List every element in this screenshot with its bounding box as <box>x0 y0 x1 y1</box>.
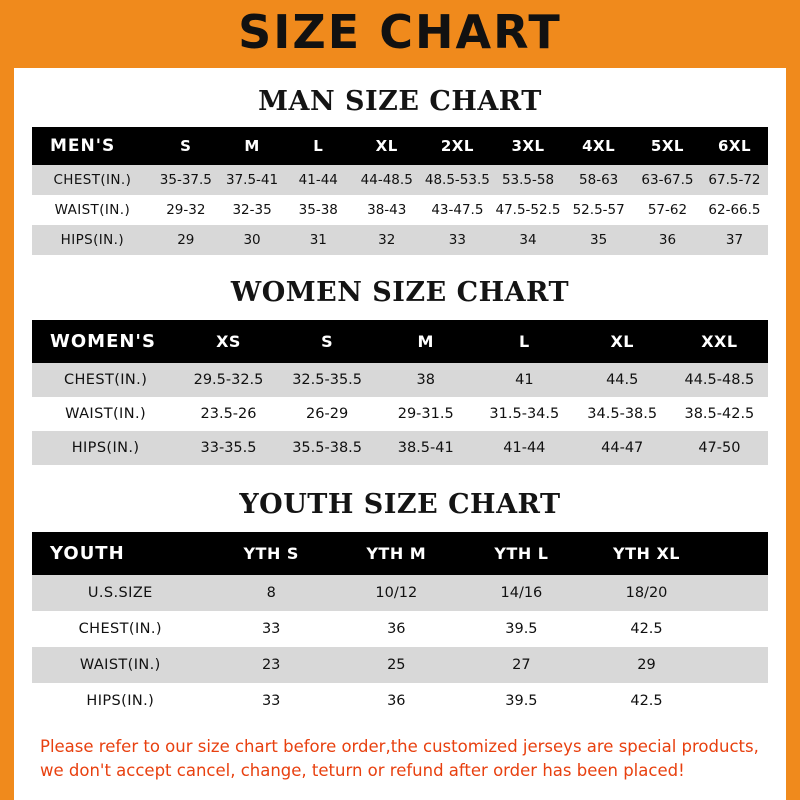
cell: 42.5 <box>584 611 709 647</box>
row-label: WAIST(IN.) <box>32 195 153 225</box>
table-header-row <box>32 532 768 575</box>
cell: 33 <box>209 683 334 719</box>
row-label: HIPS(IN.) <box>32 225 153 255</box>
table-row <box>32 165 768 195</box>
cell: 32 <box>351 225 422 255</box>
row-label: CHEST(IN.) <box>32 165 153 195</box>
row-label: U.S.SIZE <box>32 575 209 611</box>
column-header: YOUTH <box>32 532 209 575</box>
cell: 34.5-38.5 <box>574 397 671 431</box>
table-row <box>32 397 768 431</box>
cell: 58-63 <box>563 165 634 195</box>
cell: 8 <box>209 575 334 611</box>
cell: 44-47 <box>574 431 671 465</box>
cell: 52.5-57 <box>563 195 634 225</box>
column-header: MEN'S <box>32 127 153 165</box>
row-label: HIPS(IN.) <box>32 431 179 465</box>
row-label: HIPS(IN.) <box>32 683 209 719</box>
cell: 37.5-41 <box>219 165 285 195</box>
column-header: L <box>285 127 351 165</box>
column-header: YTH XL <box>584 532 709 575</box>
cell: 48.5-53.5 <box>422 165 493 195</box>
cell: 41 <box>475 363 574 397</box>
cell: 29 <box>153 225 219 255</box>
row-label: WAIST(IN.) <box>32 397 179 431</box>
banner <box>14 0 786 68</box>
table-header-row <box>32 127 768 165</box>
cell: 29-31.5 <box>376 397 475 431</box>
table-row <box>32 225 768 255</box>
cell: 35-37.5 <box>153 165 219 195</box>
cell: 39.5 <box>459 611 584 647</box>
cell: 37 <box>701 225 768 255</box>
table-row <box>32 647 768 683</box>
cell: 67.5-72 <box>701 165 768 195</box>
cell: 34 <box>493 225 564 255</box>
table-row <box>32 195 768 225</box>
footer-note-line-1: Please refer to our size chart before order,the customized jerseys are special products, <box>40 737 759 756</box>
youth-size-table <box>32 532 768 719</box>
cell: 32-35 <box>219 195 285 225</box>
cell: 39.5 <box>459 683 584 719</box>
footer-note <box>32 735 768 783</box>
column-header: XXL <box>671 320 768 363</box>
cell: 30 <box>219 225 285 255</box>
cell: 53.5-58 <box>493 165 564 195</box>
cell: 31 <box>285 225 351 255</box>
cell-spacer <box>709 647 768 683</box>
cell: 35 <box>563 225 634 255</box>
column-header: S <box>278 320 377 363</box>
column-header: S <box>153 127 219 165</box>
women-section-title: WOMEN SIZE CHART <box>230 277 570 308</box>
table-row <box>32 683 768 719</box>
cell: 42.5 <box>584 683 709 719</box>
cell: 47.5-52.5 <box>493 195 564 225</box>
column-header: WOMEN'S <box>32 320 179 363</box>
column-header: 6XL <box>701 127 768 165</box>
cell: 44.5-48.5 <box>671 363 768 397</box>
cell: 36 <box>634 225 701 255</box>
column-header: 5XL <box>634 127 701 165</box>
footer-note-line-2: we don't accept cancel, change, teturn or refund after order has been placed! <box>40 760 685 780</box>
cell: 23 <box>209 647 334 683</box>
column-header: YTH S <box>209 532 334 575</box>
man-section-title: MAN SIZE CHART <box>258 86 542 117</box>
cell: 32.5-35.5 <box>278 363 377 397</box>
column-header: 2XL <box>422 127 493 165</box>
column-header: 3XL <box>493 127 564 165</box>
cell: 33-35.5 <box>179 431 278 465</box>
column-header: M <box>376 320 475 363</box>
table-header-row <box>32 320 768 363</box>
cell: 36 <box>334 611 459 647</box>
column-header: 4XL <box>563 127 634 165</box>
cell: 33 <box>209 611 334 647</box>
cell: 38.5-41 <box>376 431 475 465</box>
cell: 10/12 <box>334 575 459 611</box>
cell: 27 <box>459 647 584 683</box>
man-size-table <box>32 127 768 255</box>
cell: 23.5-26 <box>179 397 278 431</box>
column-header: YTH M <box>334 532 459 575</box>
cell: 35-38 <box>285 195 351 225</box>
table-row <box>32 431 768 465</box>
cell: 26-29 <box>278 397 377 431</box>
content <box>14 86 786 783</box>
column-header: XL <box>574 320 671 363</box>
cell: 33 <box>422 225 493 255</box>
cell: 31.5-34.5 <box>475 397 574 431</box>
cell: 35.5-38.5 <box>278 431 377 465</box>
youth-section-title: YOUTH SIZE CHART <box>239 489 561 520</box>
cell: 47-50 <box>671 431 768 465</box>
cell-spacer <box>709 683 768 719</box>
column-header: YTH L <box>459 532 584 575</box>
cell: 38.5-42.5 <box>671 397 768 431</box>
women-size-table <box>32 320 768 465</box>
column-header-spacer <box>709 532 768 575</box>
cell-spacer <box>709 611 768 647</box>
cell: 43-47.5 <box>422 195 493 225</box>
row-label: CHEST(IN.) <box>32 363 179 397</box>
column-header: XL <box>351 127 422 165</box>
cell: 36 <box>334 683 459 719</box>
page-title: SIZE CHART <box>238 5 562 59</box>
cell: 18/20 <box>584 575 709 611</box>
cell: 38 <box>376 363 475 397</box>
column-header: XS <box>179 320 278 363</box>
column-header: L <box>475 320 574 363</box>
column-header: M <box>219 127 285 165</box>
cell: 57-62 <box>634 195 701 225</box>
cell: 41-44 <box>475 431 574 465</box>
cell: 44-48.5 <box>351 165 422 195</box>
cell: 38-43 <box>351 195 422 225</box>
cell: 63-67.5 <box>634 165 701 195</box>
cell: 62-66.5 <box>701 195 768 225</box>
cell: 44.5 <box>574 363 671 397</box>
cell: 14/16 <box>459 575 584 611</box>
cell-spacer <box>709 575 768 611</box>
table-row <box>32 611 768 647</box>
cell: 29-32 <box>153 195 219 225</box>
row-label: CHEST(IN.) <box>32 611 209 647</box>
cell: 29.5-32.5 <box>179 363 278 397</box>
cell: 41-44 <box>285 165 351 195</box>
cell: 29 <box>584 647 709 683</box>
cell: 25 <box>334 647 459 683</box>
row-label: WAIST(IN.) <box>32 647 209 683</box>
table-row <box>32 575 768 611</box>
table-row <box>32 363 768 397</box>
